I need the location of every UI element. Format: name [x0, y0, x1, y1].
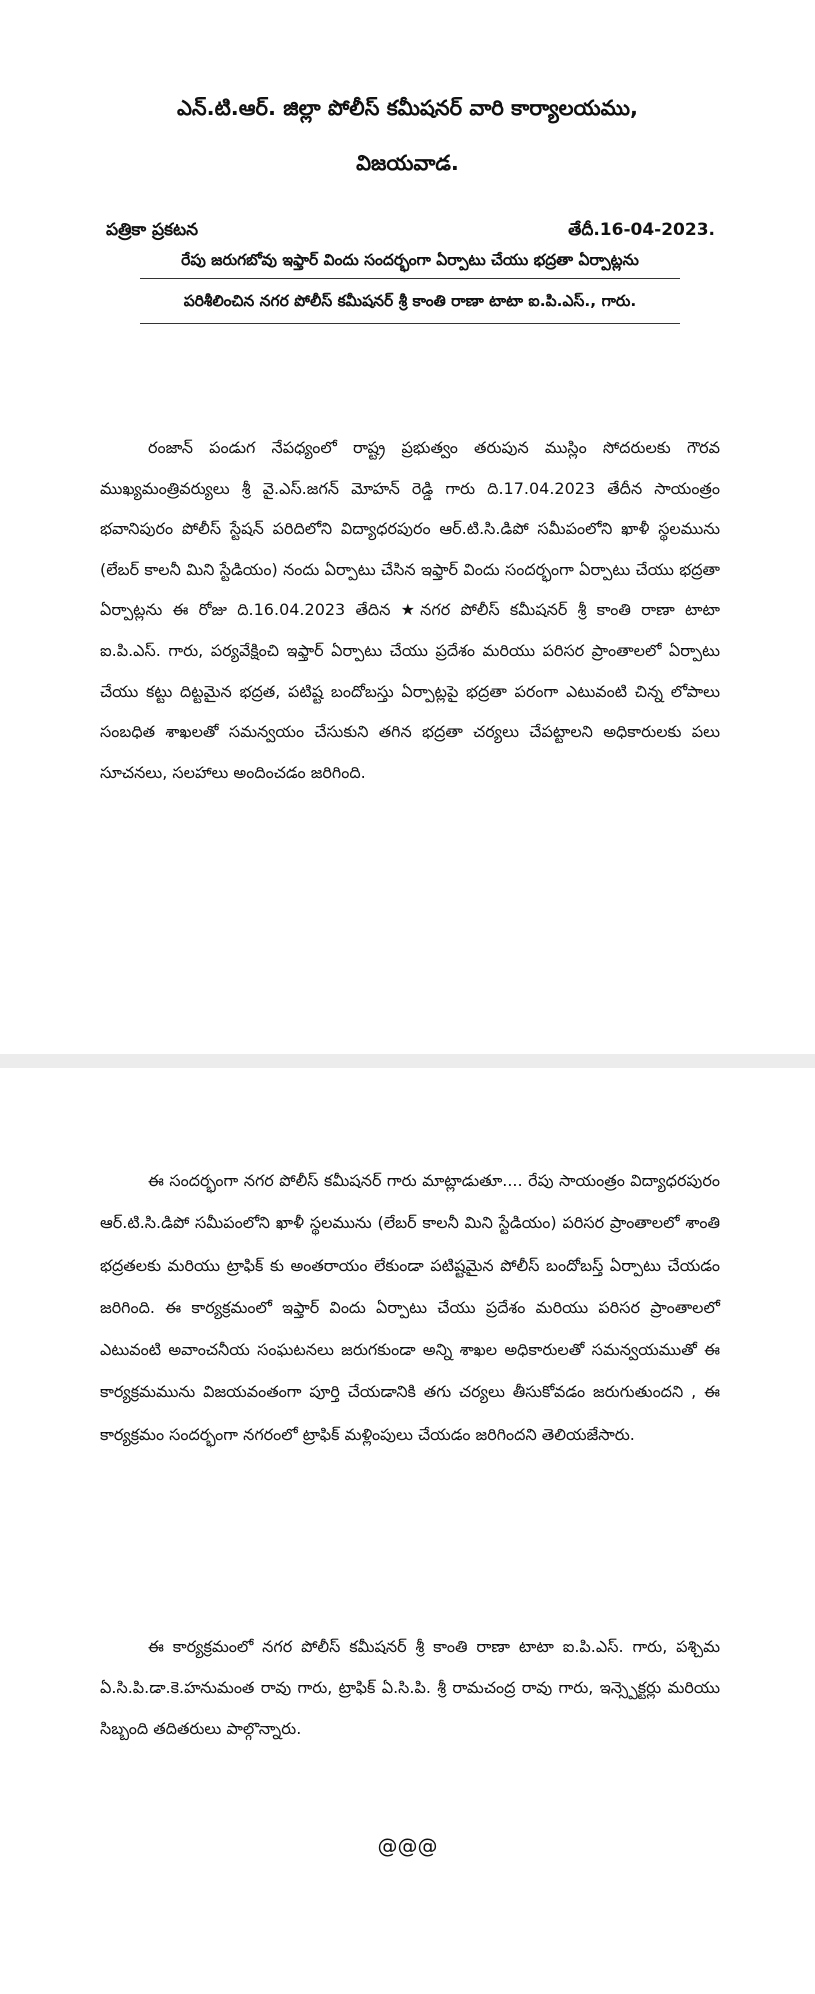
end-separator: @@@ — [377, 1834, 438, 1858]
subject-line-1: రేపు జరుగబోవు ఇఫ్తార్ విందు సందర్భంగా ఏర్పాటు చేయు భద్రతా ఏర్పాట్లను — [181, 251, 639, 269]
body-paragraph-3: ఈ కార్యక్రమంలో నగర పోలీస్ కమీషనర్ శ్రీ కాంతి రాణా టాటా ఐ.పి.ఎస్. గారు, పశ్చిమ ఏ.సి.పి.డా.కె.హనుమంత రావు గారు, ట్రాఫిక్ ఏ.సి.పి. శ్రీ రామచంద్ర రావు గారు, ఇన్స్పెక్టర్లు మరియు సిబ్బంది తదితరులు పాల్గొన్నారు. — [100, 1637, 720, 1738]
subject-line-2: పరిశీలించిన నగర పోలీస్ కమీషనర్ శ్రీ కాంతి రాణా టాటా ఐ.పి.ఎస్., గారు. — [140, 278, 680, 324]
body-paragraph-2: ఈ సందర్భంగా నగర పోలీస్ కమీషనర్ గారు మాట్లాడుతూ.... రేపు సాయంత్రం విద్యాధరపురం ఆర్.టి.సి.డిపో సమీపంలోని ఖాళీ స్థలమును (లేబర్ కాలనీ మిని స్టేడియం) పరిసర ప్రాంతాలలో శాంతి భద్రతలకు మరియు ట్రాఫిక్ కు అంతరాయం లేకుండా పటిష్టమైన పోలీస్ బందోబస్త్ ఏర్పాటు చేయడం జరిగింది. ఈ కార్యక్రమంలో ఇఫ్తార్ విందు ఏర్పాటు చేయు ప్రదేశం మరియు పరిసర ప్రాంతాలలో ఎటువంటి అవాంచనీయ సంఘటనలు జరుగకుండా అన్ని శాఖల అధికారులతో సమన్వయముతో ఈ కార్యక్రమమును విజయవంతంగా పూర్తి చేయడానికి తగు చర్యలు తీసుకోవడం జరుగుతుందని , ఈ కార్యక్రమం సందర్భంగా నగరంలో ట్రాఫిక్ మళ్లింపులు చేయడం జరిగిందని తెలియజేసారు. — [100, 1171, 720, 1444]
press-release-label: పత్రికా ప్రకటన — [106, 220, 199, 240]
office-city: విజయవాడ. — [356, 151, 459, 175]
release-date: తేదీ.16-04-2023. — [568, 220, 715, 240]
body-paragraph-1: రంజాన్ పండుగ నేపధ్యంలో రాష్ట్ర ప్రభుత్వం తరుపున ముస్లిం సోదరులకు గౌరవ ముఖ్యమంత్రివర్యులు శ్రీ వై.ఎస్.జగన్ మోహన్ రెడ్డి గారు ది.17.04.2023 తేదీన సాయంత్రం భవానిపురం పోలీస్ స్టేషన్ పరిదిలోని విద్యాధరపురం ఆర్.టి.సి.డిపో సమీపంలోని ఖాళీ స్థలమును (లేబర్ కాలనీ మిని స్టేడియం) నందు ఏర్పాటు చేసిన ఇఫ్తార్ విందు సందర్భంగా ఏర్పాటు చేయు భద్రతా ఏర్పాట్లను ఈ రోజు ది.16.04.2023 తేదిన ★నగర పోలీస్ కమీషనర్ శ్రీ కాంతి రాణా టాటా ఐ.పి.ఎస్. గారు, పర్యవేక్షించి ఇఫ్తార్ ఏర్పాటు చేయు ప్రదేశం మరియు పరిసర ప్రాంతాలలో ఏర్పాటు చేయు కట్టు దిట్టమైన భద్రత, పటిష్ట బందోబస్తు ఏర్పాట్లపై భద్రతా పరంగా ఎటువంటి చిన్న లోపాలు సంబధిత శాఖలతో సమన్వయం చేసుకుని తగిన భద్రతా చర్యలు చేపట్టాలని అధికారులకు పలు సూచనలు, సలహాలు అందించడం జరిగింది. — [100, 438, 720, 782]
office-title: ఎన్.టి.ఆర్. జిల్లా పోలీస్ కమీషనర్ వారి కార్యాలయము, — [176, 96, 639, 120]
